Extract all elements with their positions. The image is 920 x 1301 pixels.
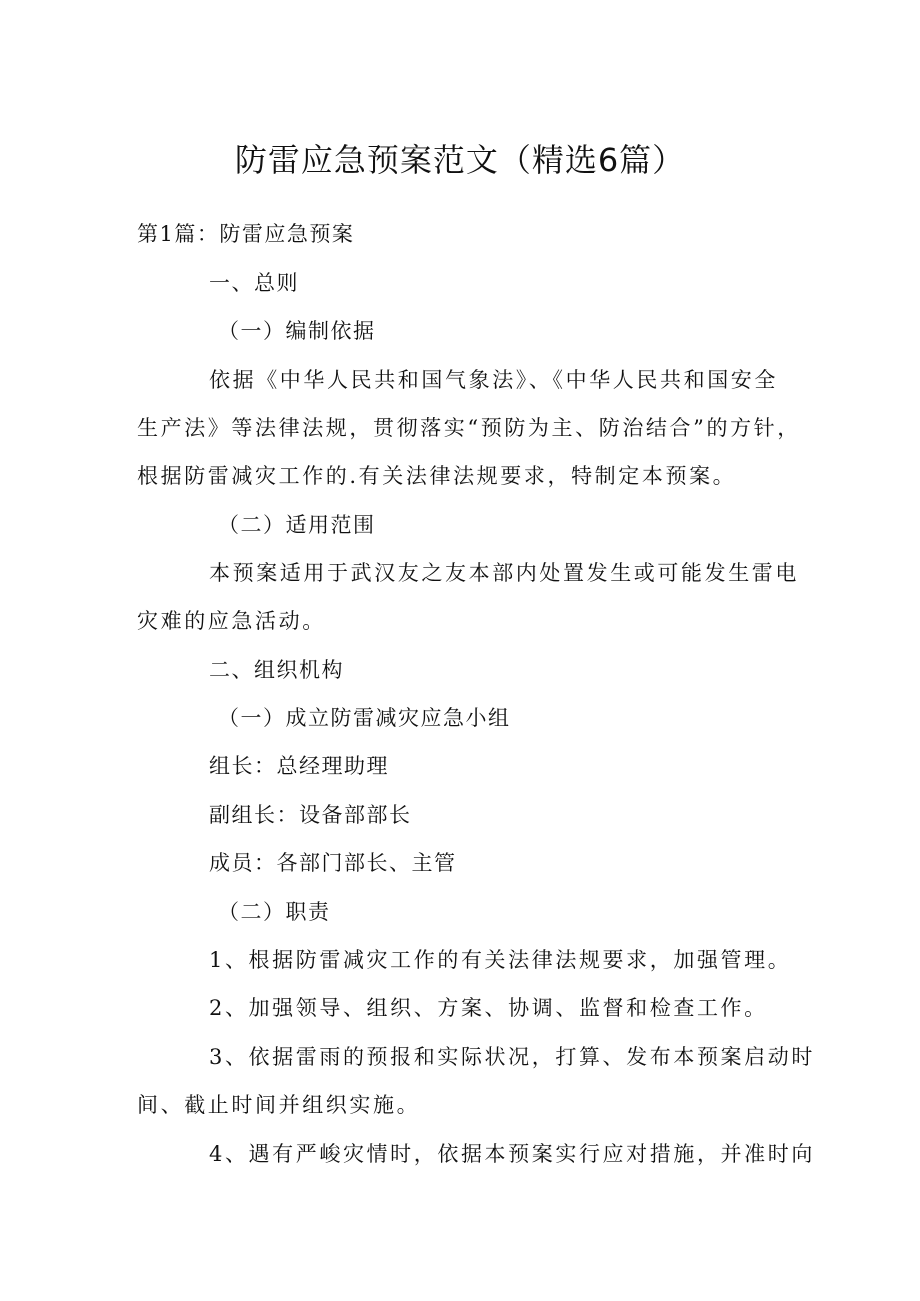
deputy-leader-line: 副组长：设备部部长 bbox=[209, 803, 412, 827]
section-heading-organization: 二、组织机构 bbox=[209, 658, 344, 682]
paragraph-line: 本预案适用于武汉友之友本部内处置发生或可能发生雷电 bbox=[209, 561, 799, 585]
duty-item-continuation: 间、截止时间并组织实施。 bbox=[137, 1093, 421, 1117]
subsection-heading-basis: （一）编制依据 bbox=[218, 319, 376, 343]
duty-item: 4、遇有严峻灾情时，依据本预案实行应对措施，并准时向 bbox=[209, 1142, 815, 1166]
section-heading-general: 一、总则 bbox=[209, 271, 299, 295]
members-line: 成员：各部门部长、主管 bbox=[209, 851, 457, 875]
duty-item: 3、依据雷雨的预报和实际状况，打算、发布本预案启动时 bbox=[209, 1045, 815, 1069]
chapter-heading: 第1篇：防雷应急预案 bbox=[137, 222, 355, 246]
team-leader-line: 组长：总经理助理 bbox=[209, 754, 389, 778]
subsection-heading-team: （一）成立防雷减灾应急小组 bbox=[218, 706, 511, 730]
duty-item: 2、加强领导、组织、方案、协调、监督和检查工作。 bbox=[209, 996, 768, 1020]
paragraph-line: 生产法》等法律法规，贯彻落实“预防为主、防治结合”的方针， bbox=[137, 416, 801, 440]
paragraph-line: 灾难的应急活动。 bbox=[137, 609, 326, 633]
subsection-heading-scope: （二）适用范围 bbox=[218, 513, 376, 537]
paragraph-line: 根据防雷减灾工作的.有关法律法规要求，特制定本预案。 bbox=[137, 464, 737, 488]
duty-item: 1、根据防雷减灾工作的有关法律法规要求，加强管理。 bbox=[209, 948, 792, 972]
subsection-heading-duties: （二）职责 bbox=[218, 900, 331, 924]
paragraph-line: 依据《中华人民共和国气象法》、《中华人民共和国安全 bbox=[209, 368, 778, 392]
document-title: 防雷应急预案范文（精选6篇） bbox=[234, 141, 686, 179]
